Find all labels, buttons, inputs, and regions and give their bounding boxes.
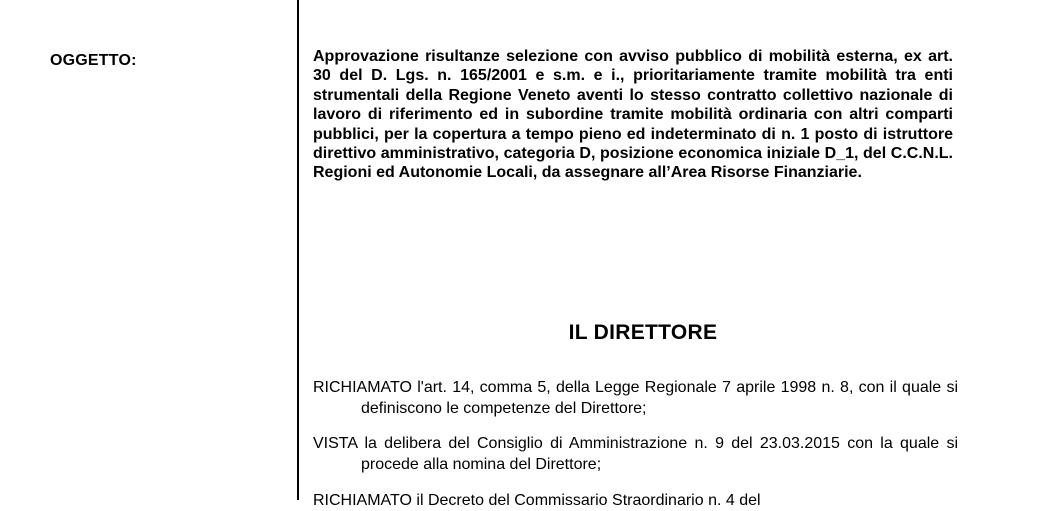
column-divider — [297, 0, 299, 500]
paragraph-richiamato-legge: RICHIAMATO l'art. 14, comma 5, della Legge Regionale 7 aprile 1998 n. 8, con il quale si definiscono le competenze del Direttore; — [313, 379, 958, 417]
oggetto-text: Approvazione risultanze selezione con avviso pubblico di mobilità esterna, ex art. 30 del D. Lgs. n. 165/2001 e s.m. e i., prioritariamente tramite mobilità tra enti strumentali della Regione Veneto aventi lo stesso contratto collettivo nazionale di lavoro di riferimento ed in subordine tramite mobilità ordinaria con altri comparti pubblici, per la copertura a tempo pieno ed indeterminato di n. 1 posto di istruttore direttivo amministrativo, categoria D, posizione economica iniziale D_1, del C.C.N.L. Regioni ed Autonomie Locali, da assegnare all’Area Risorse Finanziarie. — [313, 48, 953, 182]
paragraph-richiamato-decreto: RICHIAMATO il Decreto del Commissario Straordinario n. 4 del — [313, 492, 761, 509]
document-heading: IL DIRETTORE — [568, 321, 718, 344]
paragraph-vista-delibera: VISTA la delibera del Consiglio di Amministrazione n. 9 del 23.03.2015 con la quale si procede alla nomina del Direttore; — [313, 435, 958, 473]
oggetto-label: OGGETTO: — [50, 52, 137, 69]
